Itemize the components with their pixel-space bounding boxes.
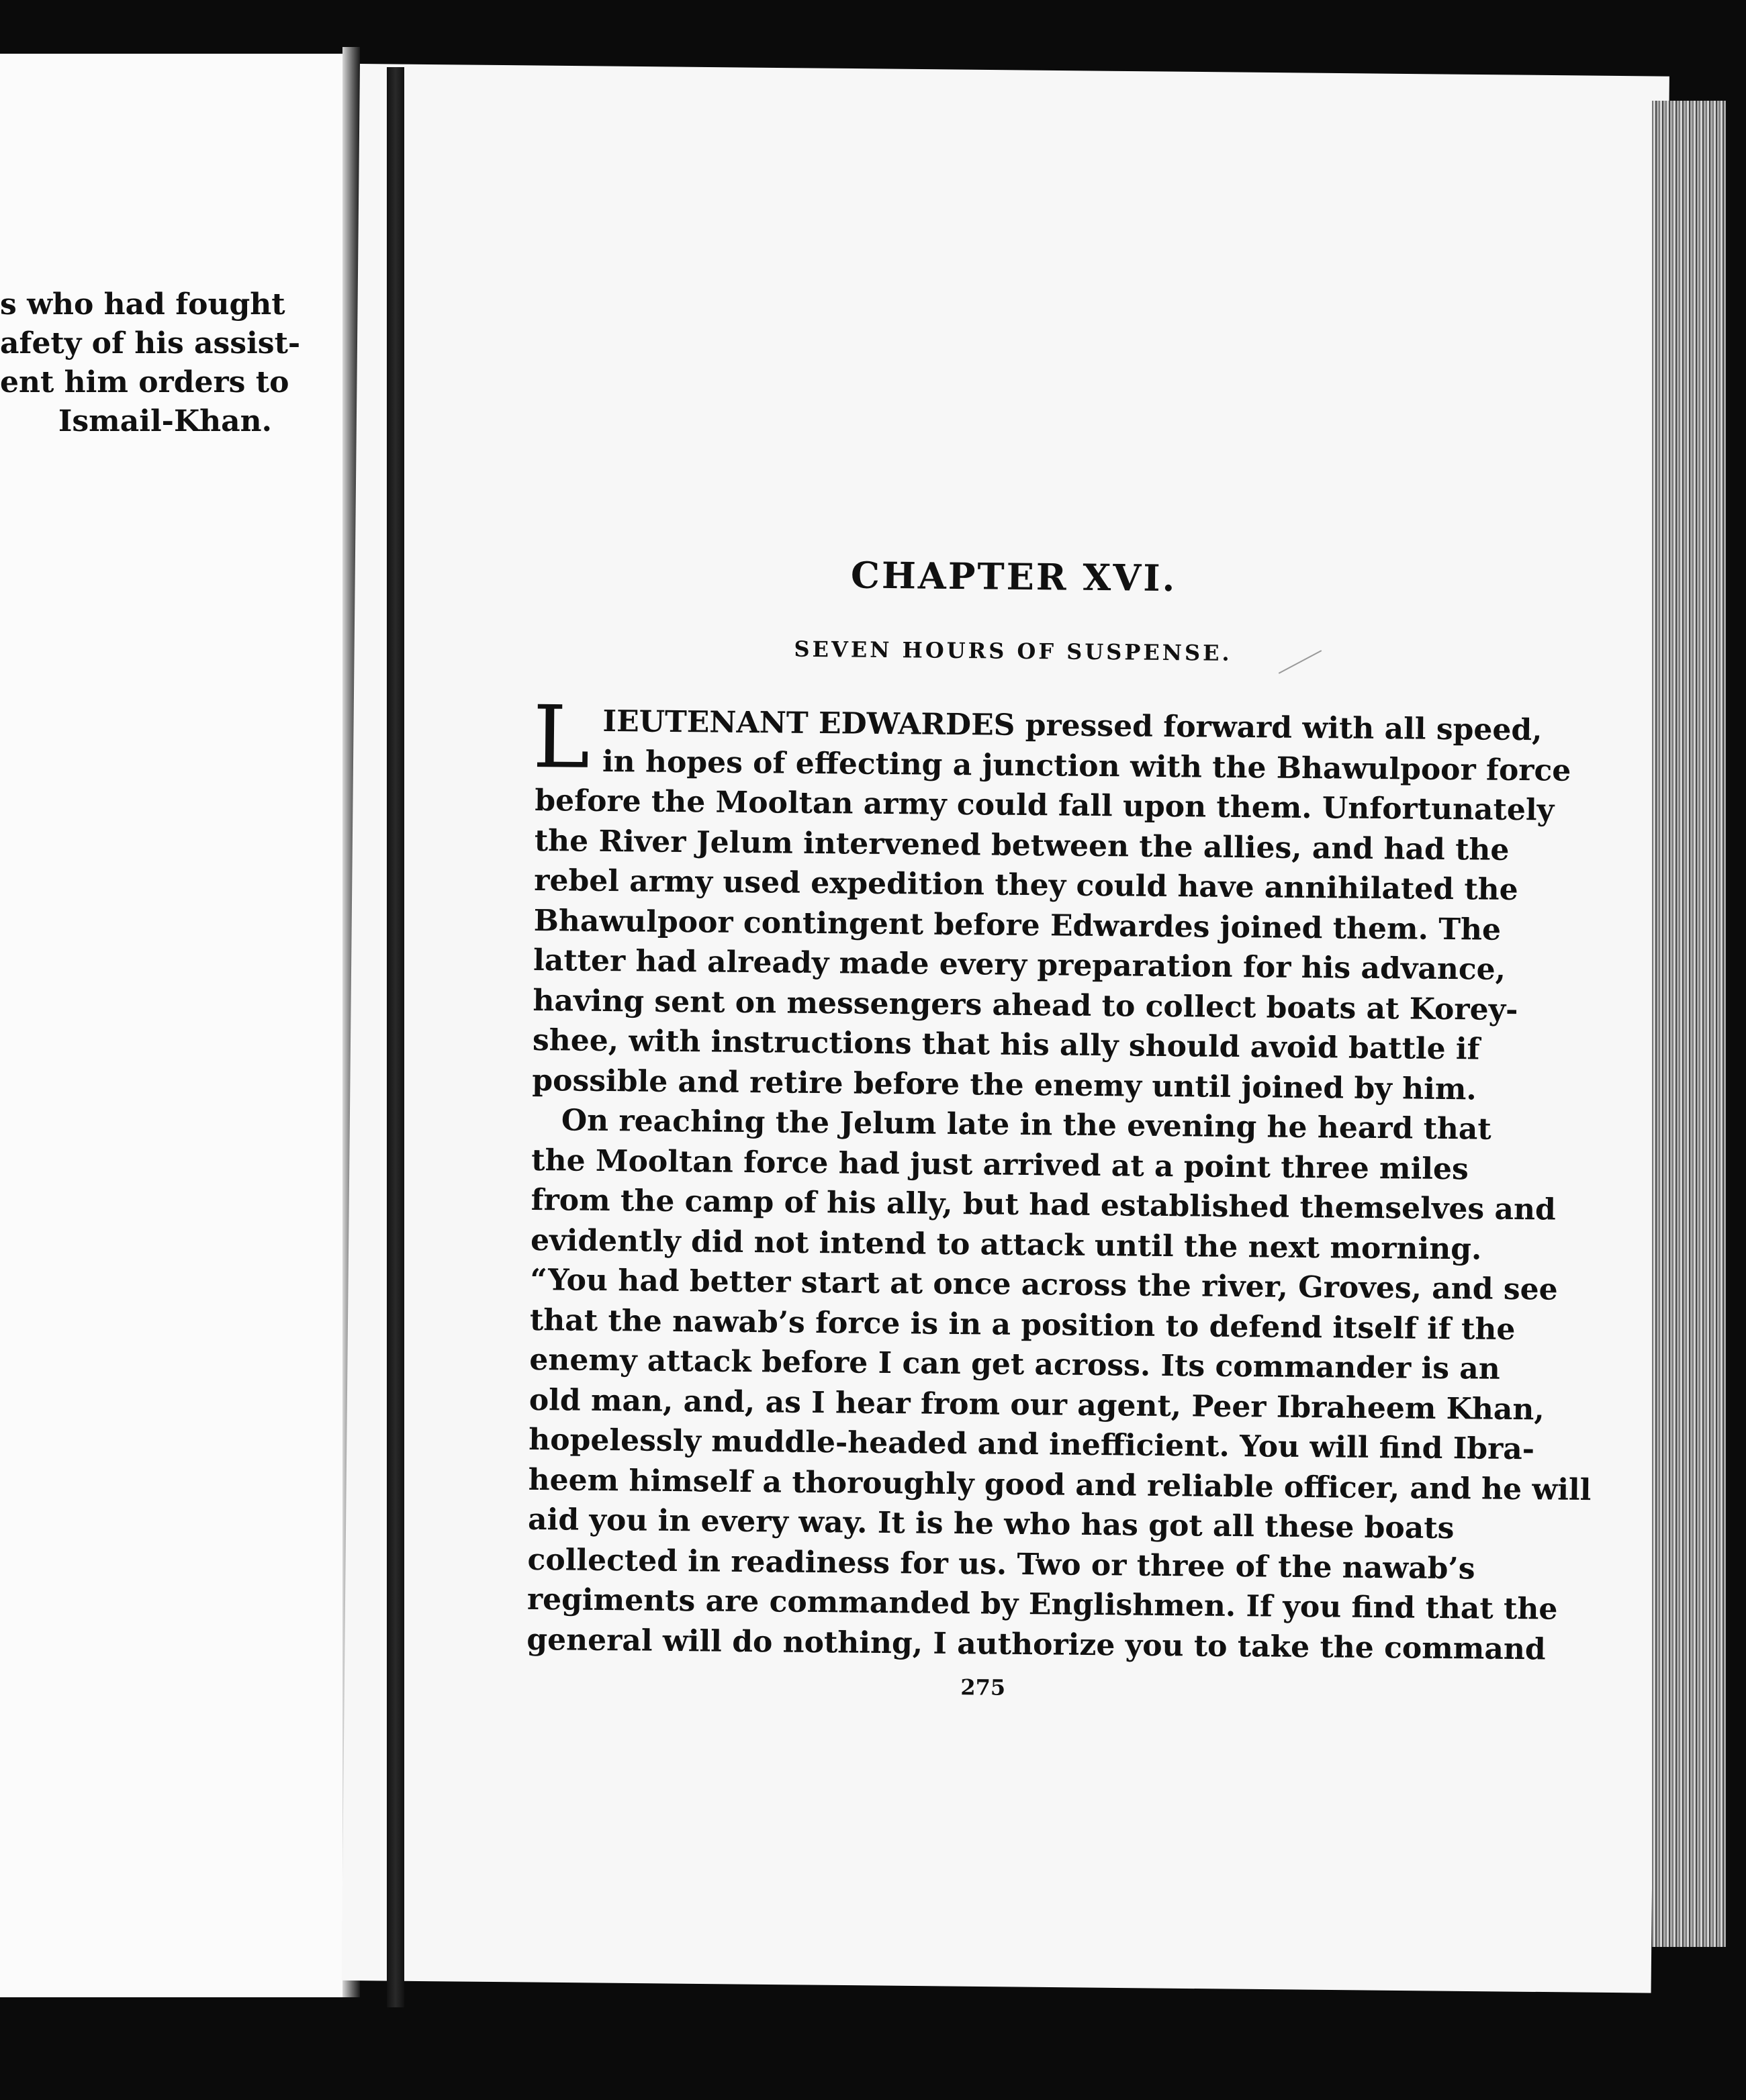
text-line: before the Mooltan army could fall upon them. Unfortunately [535,783,1555,828]
text-line: the Mooltan force had just arrived at a point three miles [531,1143,1469,1186]
right-page-content [526,551,1592,1705]
text-line: latter had already made every preparation for his advance, [533,943,1506,987]
text-line: IEUTENANT EDWARDES pressed forward with all speed, [602,704,1543,748]
text-line: shee, with instructions that his ally should avoid battle if [532,1022,1480,1067]
text-line: evidently did not intend to attack until the next morning. [530,1223,1482,1267]
left-text-line: s who had fought [0,287,285,322]
text-line: “You had better start at once across the river, Groves, and see [530,1262,1558,1307]
paragraph-2 [526,1100,1592,1668]
chapter-heading: CHAPTER XVI. [850,553,1177,600]
body-text [526,687,1592,1668]
left-text-line: Ismail-Khan. [58,404,272,438]
left-text-line: afety of his assist- [0,326,301,361]
text-line: Bhawulpoor contingent before Edwardes joined them. The [533,903,1502,947]
text-line: hopelessly muddle-headed and inefficient. You will find Ibra- [529,1422,1535,1467]
left-page [0,54,342,1997]
paragraph-1 [532,781,1555,1109]
chapter-subtitle: SEVEN HOURS OF SUSPENSE. [794,636,1232,666]
text-line: On reaching the Jelum late in the evening he heard that [561,1103,1492,1147]
drop-cap: L [532,687,591,788]
left-page-text [0,285,301,441]
text-line: having sent on messengers ahead to collect boats at Korey- [533,983,1518,1027]
text-line: that the nawab’s force is in a position to defend itself if the [529,1302,1516,1347]
text-line: heem himself a thoroughly good and reliable officer, and he will [528,1462,1592,1507]
text-line: from the camp of his ally, but had established themselves and [531,1182,1556,1227]
text-line: enemy attack before I can get across. Its commander is an [529,1342,1501,1386]
text-line: in hopes of effecting a junction with the Bhawulpoor force [602,744,1571,788]
text-line: the River Jelum intervened between the allies, and had the [534,823,1510,867]
text-line: rebel army used expedition they could have annihilated the [534,863,1518,908]
text-line: general will do nothing, I authorize you to take the command [526,1622,1546,1666]
first-paragraph-opening [532,687,1571,790]
text-line: possible and retire before the enemy until joined by him. [532,1063,1477,1106]
book-spine-shadow [387,67,404,2007]
left-text-line: ent him orders to [0,365,289,399]
text-line: old man, and, as I hear from our agent, Peer Ibraheem Khan, [529,1382,1545,1427]
text-line: aid you in every way. It is he who has got all these boats [527,1502,1455,1546]
page-number: 275 [960,1674,1006,1701]
page-edges [1652,101,1726,1947]
text-line: collected in readiness for us. Two or three of the nawab’s [527,1542,1475,1586]
text-line: regiments are commanded by Englishmen. If you find that the [526,1582,1558,1627]
